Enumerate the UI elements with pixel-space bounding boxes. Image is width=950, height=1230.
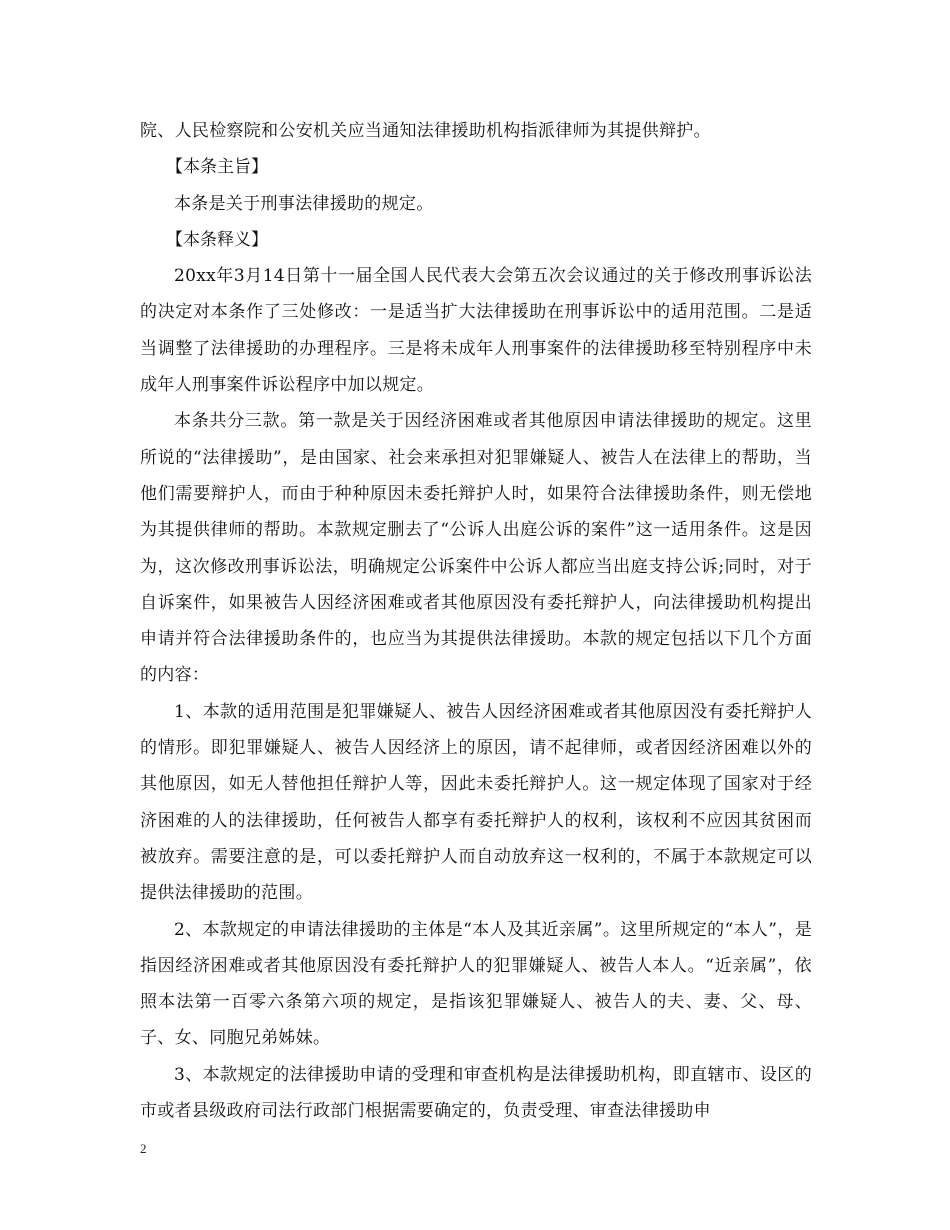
body-text: [140, 113, 812, 1129]
page-number: 2: [140, 1141, 147, 1156]
section-heading-purpose: 【本条主旨】: [166, 157, 268, 178]
paragraph-purpose: 本条是关于刑事法律援助的规定。: [174, 193, 434, 214]
paragraph-item-2: 2、本款规定的申请法律援助的主体是“本人及其近亲属”。这里所规定的“本人”，是指因经济困难或者其他原因没有委托辩护人的犯罪嫌疑人、被告人本人。“近亲属”，依照本法第一百零六条第六项的规定，是指该犯罪嫌疑人、被告人的夫、妻、父、母、子、女、同胞兄弟姊妹。: [140, 919, 812, 1049]
paragraph-first-clause: 本条共分三款。第一款是关于因经济困难或者其他原因申请法律援助的规定。这里所说的“法律援助”，是由国家、社会来承担对犯罪嫌疑人、被告人在法律上的帮助，当他们需要辩护人，而由于种种原因未委托辩护人时，如果符合法律援助条件，则无偿地为其提供律师的帮助。本款规定删去了“公诉人出庭公诉的案件”这一适用条件。这是因为，这次修改刑事诉讼法，明确规定公诉案件中公诉人都应当出庭支持公诉;同时，对于自诉案件，如果被告人因经济困难或者其他原因没有委托辩护人，向法律援助机构提出申请并符合法律援助条件的，也应当为其提供法律援助。本款的规定包括以下几个方面的内容：: [140, 411, 812, 686]
section-heading-interpretation: 【本条释义】: [166, 229, 268, 250]
paragraph-continuation: 院、人民检察院和公安机关应当通知法律援助机构指派律师为其提供辩护。: [140, 121, 711, 141]
paragraph-item-3: 3、本款规定的法律援助申请的受理和审查机构是法律援助机构，即直辖市、设区的市或者县级政府司法行政部门根据需要确定的，负责受理、审查法律援助申: [140, 1064, 812, 1122]
paragraph-item-1: 1、本款的适用范围是犯罪嫌疑人、被告人因经济困难或者其他原因没有委托辩护人的情形。即犯罪嫌疑人、被告人因经济上的原因，请不起律师，或者因经济困难以外的其他原因，如无人替他担任辩护人等，因此未委托辩护人。这一规定体现了国家对于经济困难的人的法律援助，任何被告人都享有委托辩护人的权利，该权利不应因其贫困而被放弃。需要注意的是，可以委托辩护人而自动放弃这一权利的，不属于本款规定可以提供法律援助的范围。: [140, 701, 812, 904]
paragraph-amendments: 20xx年3月14日第十一届全国人民代表大会第五次会议通过的关于修改刑事诉讼法的决定对本条作了三处修改：一是适当扩大法律援助在刑事诉讼中的适用范围。二是适当调整了法律援助的办理程序。三是将未成年人刑事案件的法律援助移至特别程序中未成年人刑事案件诉讼程序中加以规定。: [140, 266, 812, 396]
